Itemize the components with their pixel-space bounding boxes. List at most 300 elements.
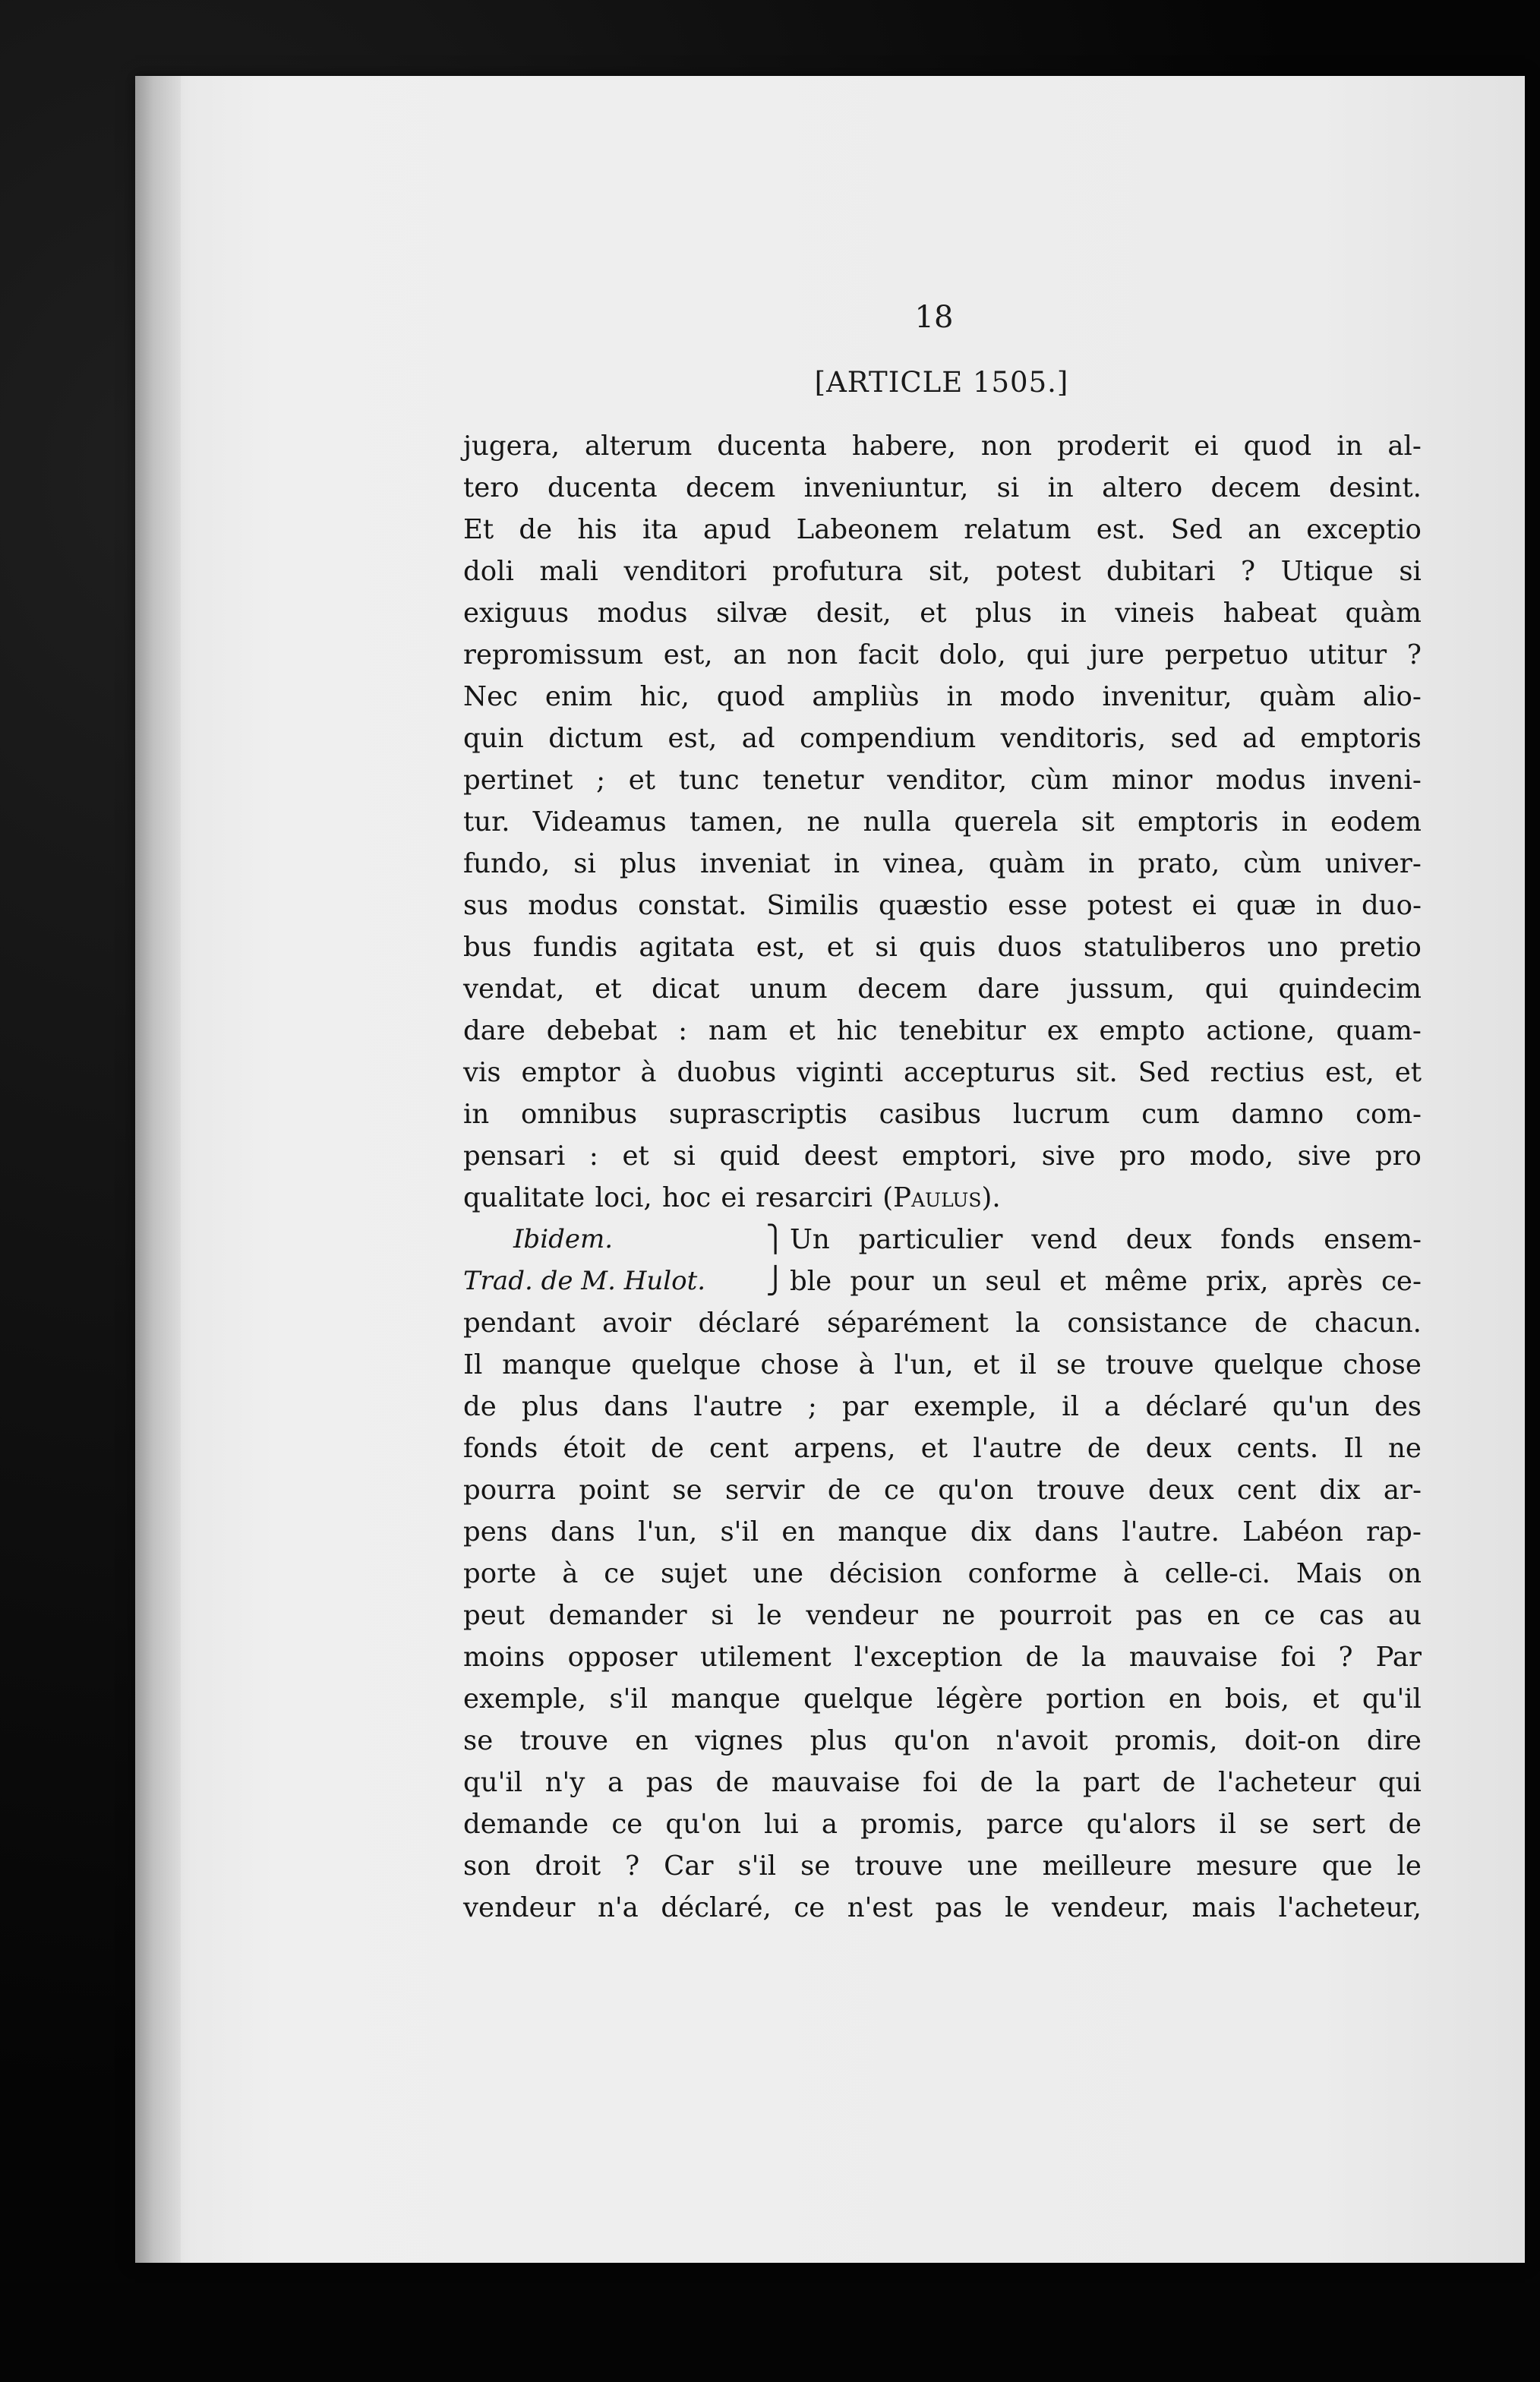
french-word: de	[1025, 1642, 1059, 1673]
latin-word: desint.	[1329, 472, 1422, 503]
latin-word: si	[875, 932, 898, 963]
latin-word: et	[628, 765, 656, 796]
french-word: pourra	[463, 1475, 557, 1506]
french-word: vendeur	[463, 1892, 576, 1923]
french-word: deux	[1125, 1224, 1192, 1255]
latin-word: sed	[1170, 723, 1218, 754]
latin-word: minor	[1111, 765, 1193, 796]
french-word: vendeur,	[1052, 1892, 1169, 1923]
french-word: mauvaise	[771, 1767, 901, 1798]
french-word: ce	[883, 1475, 915, 1506]
latin-word: vineis	[1115, 598, 1195, 629]
french-word: trouve	[519, 1725, 608, 1756]
latin-word: accepturus	[903, 1057, 1056, 1088]
french-word: il	[1019, 1349, 1037, 1380]
french-line	[463, 1511, 1422, 1553]
latin-word: dicat	[652, 973, 720, 1005]
latin-line	[463, 759, 1422, 801]
french-word: vend	[1031, 1224, 1097, 1255]
french-line	[463, 1803, 1422, 1845]
french-word: qu'il	[1362, 1683, 1422, 1715]
latin-word: sit.	[1075, 1057, 1118, 1088]
latin-word: cum	[1141, 1099, 1200, 1130]
french-word: l'acheteur	[1218, 1767, 1356, 1798]
french-word: Il	[463, 1349, 483, 1380]
latin-word: potest	[996, 556, 1081, 587]
latin-word: si	[573, 848, 596, 879]
french-word: l'un,	[638, 1516, 698, 1548]
french-word: Il	[1343, 1433, 1363, 1464]
latin-word: empto	[1099, 1015, 1185, 1046]
latin-line	[463, 718, 1422, 759]
latin-word: quam-	[1336, 1015, 1422, 1046]
french-word: droit	[535, 1850, 601, 1882]
latin-word: damno	[1231, 1099, 1324, 1130]
french-word: se	[1056, 1349, 1087, 1380]
latin-line	[463, 634, 1422, 676]
latin-word: qui	[1026, 639, 1070, 670]
latin-line	[463, 1135, 1422, 1177]
latin-word: Labeonem	[796, 514, 939, 545]
latin-word: Similis	[766, 890, 860, 921]
latin-word: desit,	[816, 598, 891, 629]
french-word: un	[932, 1266, 967, 1297]
margin-translator-text: Trad. de M. Hulot.	[463, 1266, 706, 1296]
latin-word: inveni-	[1329, 765, 1422, 796]
french-word: lui	[764, 1809, 799, 1840]
latin-word: Et	[463, 514, 494, 545]
latin-word: non	[980, 431, 1032, 462]
latin-word: agitata	[639, 932, 735, 963]
french-word: parce	[986, 1809, 1064, 1840]
french-word: exemple,	[914, 1391, 1037, 1422]
latin-word: profutura	[772, 556, 904, 587]
latin-word: tero	[463, 472, 519, 503]
latin-word: de	[519, 514, 553, 545]
latin-word: in	[1315, 890, 1343, 921]
french-word: a	[1104, 1391, 1121, 1422]
french-word: a	[607, 1767, 624, 1798]
running-head: [ARTICLE 1505.]	[814, 366, 1069, 399]
latin-word: viginti	[797, 1057, 884, 1088]
french-word: l'autre	[693, 1391, 783, 1422]
latin-word: ei	[1194, 431, 1219, 462]
french-word: au	[1387, 1600, 1422, 1631]
latin-word: tur.	[463, 806, 510, 838]
french-line	[463, 1595, 1422, 1636]
french-word: à	[858, 1349, 875, 1380]
latin-word: an	[733, 639, 767, 670]
french-word: et	[1312, 1683, 1340, 1715]
latin-word: pertinet	[463, 765, 573, 796]
latin-word: ?	[1406, 639, 1422, 670]
latin-word: dubitari	[1106, 556, 1216, 587]
latin-word: omnibus	[521, 1099, 638, 1130]
french-word: ble	[790, 1266, 832, 1297]
latin-word: quod	[1243, 431, 1312, 462]
latin-word: sit	[1081, 806, 1115, 838]
french-word: le	[757, 1600, 782, 1631]
latin-word: an	[1248, 514, 1282, 545]
french-word: a	[821, 1809, 838, 1840]
french-word: vignes	[695, 1725, 784, 1756]
french-word: qu'alors	[1086, 1809, 1197, 1840]
french-word: qu'un	[1272, 1391, 1349, 1422]
latin-line	[463, 843, 1422, 885]
french-word: pas	[1135, 1600, 1183, 1631]
latin-word: quæ	[1235, 890, 1296, 921]
french-word: peut	[463, 1600, 525, 1631]
french-word: même	[1104, 1266, 1188, 1297]
latin-word: emptoris	[1137, 806, 1259, 838]
french-word: porte	[463, 1558, 537, 1589]
french-word: meilleure	[1042, 1850, 1172, 1882]
french-word: Car	[664, 1850, 714, 1882]
french-word: que	[1321, 1850, 1373, 1882]
french-line	[463, 1302, 1422, 1344]
margin-source	[463, 1219, 790, 1260]
latin-word: venditoris,	[1000, 723, 1147, 754]
latin-word: Videamus	[532, 806, 667, 838]
french-word: ?	[625, 1850, 640, 1882]
french-word: servir	[724, 1475, 805, 1506]
latin-word: pro	[1119, 1141, 1166, 1172]
french-word: pens	[463, 1516, 528, 1548]
page-gutter-shadow	[135, 76, 181, 2263]
latin-word: ei	[1191, 890, 1217, 921]
latin-word: ducenta	[547, 472, 658, 503]
french-word: seul	[985, 1266, 1041, 1297]
latin-word: jugera,	[463, 431, 560, 462]
latin-word: tamen,	[689, 806, 784, 838]
french-word: déclaré,	[661, 1892, 772, 1923]
latin-word: univer-	[1324, 848, 1422, 879]
french-word: foi	[923, 1767, 958, 1798]
latin-line	[463, 885, 1422, 926]
latin-word: quindecim	[1278, 973, 1422, 1005]
french-word: de	[1254, 1308, 1288, 1339]
french-word: pourroit	[999, 1600, 1112, 1631]
latin-word: Utique	[1280, 556, 1374, 587]
latin-word: est.	[1096, 514, 1146, 545]
latin-word: ampliùs	[812, 681, 920, 712]
latin-line	[463, 1010, 1422, 1052]
brace-bottom: ⎭	[765, 1266, 785, 1296]
latin-line	[463, 968, 1422, 1010]
latin-line	[463, 551, 1422, 592]
french-line	[463, 1720, 1422, 1762]
french-word: le	[1396, 1850, 1422, 1882]
latin-word: mali	[539, 556, 598, 587]
french-word: part	[1083, 1767, 1141, 1798]
latin-word: venditor,	[887, 765, 1008, 796]
french-word: on	[1387, 1558, 1422, 1589]
latin-word: statuliberos	[1083, 932, 1246, 963]
french-word: une	[967, 1850, 1018, 1882]
french-word: arpens,	[794, 1433, 896, 1464]
latin-word: modo	[999, 681, 1075, 712]
body-text	[463, 425, 1422, 1929]
latin-word: ?	[1241, 556, 1256, 587]
french-word: l'acheteur,	[1278, 1892, 1422, 1923]
latin-word: com-	[1355, 1099, 1422, 1130]
latin-line	[463, 425, 1422, 467]
latin-word: quin	[463, 723, 524, 754]
french-word: Un	[790, 1224, 830, 1255]
french-word: manque	[502, 1349, 612, 1380]
latin-word: fundo,	[463, 848, 551, 879]
french-word: et	[1059, 1266, 1087, 1297]
latin-word: relatum	[964, 514, 1071, 545]
french-word: déclaré	[1145, 1391, 1248, 1422]
french-word: qu'on	[894, 1725, 970, 1756]
french-word: ar-	[1383, 1475, 1422, 1506]
latin-word: cùm	[1030, 765, 1089, 796]
author-citation: Paulus	[893, 1182, 982, 1213]
french-word: de	[1087, 1433, 1121, 1464]
french-word: et	[920, 1433, 948, 1464]
french-word: s'il	[720, 1516, 759, 1548]
latin-line	[463, 1093, 1422, 1135]
french-word: opposer	[567, 1642, 677, 1673]
french-word: celle-ci.	[1164, 1558, 1270, 1589]
french-word: ce	[611, 1809, 643, 1840]
latin-word: duo-	[1362, 890, 1422, 921]
french-word: plus	[521, 1391, 579, 1422]
french-word: étoit	[563, 1433, 626, 1464]
latin-word: et	[920, 598, 947, 629]
french-word: se	[463, 1725, 494, 1756]
latin-word: est,	[667, 723, 718, 754]
margin-source-text: Ibidem.	[513, 1224, 614, 1254]
latin-line	[463, 509, 1422, 551]
latin-word: modo,	[1189, 1141, 1274, 1172]
french-word: ?	[1338, 1642, 1353, 1673]
french-word: de	[651, 1433, 684, 1464]
french-word: dans	[1034, 1516, 1100, 1548]
french-word: cent	[1236, 1475, 1297, 1506]
french-word: ce-	[1381, 1266, 1422, 1297]
french-word: dix	[1319, 1475, 1361, 1506]
french-word: ne	[1387, 1433, 1422, 1464]
french-word: qui	[1377, 1767, 1422, 1798]
latin-word: quàm	[1345, 598, 1422, 629]
french-line	[463, 1762, 1422, 1803]
latin-line	[463, 801, 1422, 843]
latin-word: inveniat	[700, 848, 810, 879]
french-word: demande	[463, 1809, 589, 1840]
latin-word: prato,	[1138, 848, 1220, 879]
latin-line	[463, 592, 1422, 634]
french-word: se	[800, 1850, 831, 1882]
latin-word: utitur	[1308, 639, 1387, 670]
latin-word: alio-	[1362, 681, 1422, 712]
latin-word: enim	[544, 681, 613, 712]
french-word: si	[711, 1600, 734, 1631]
latin-word: Nec	[463, 681, 518, 712]
latin-word: in	[1060, 598, 1087, 629]
latin-word: tunc	[678, 765, 740, 796]
french-line	[463, 1887, 1422, 1929]
french-word: doit-on	[1244, 1725, 1340, 1756]
french-word: en	[1168, 1683, 1202, 1715]
french-word: plus	[809, 1725, 867, 1756]
french-word: moins	[463, 1642, 545, 1673]
latin-word: his	[577, 514, 617, 545]
latin-word: venditori	[623, 556, 747, 587]
latin-word: rectius	[1210, 1057, 1305, 1088]
latin-word: si	[1399, 556, 1422, 587]
french-word: quelque	[631, 1349, 741, 1380]
latin-word: in	[1336, 431, 1363, 462]
latin-word: sit,	[928, 556, 971, 587]
french-word: l'exception	[854, 1642, 1003, 1673]
french-word: n'est	[847, 1892, 913, 1923]
latin-word: plus	[974, 598, 1033, 629]
latin-word: nulla	[863, 806, 932, 838]
french-word: dans	[604, 1391, 669, 1422]
latin-word: cùm	[1243, 848, 1302, 879]
french-line	[463, 1845, 1422, 1887]
french-word: chose	[760, 1349, 839, 1380]
latin-word: decem	[1210, 472, 1301, 503]
french-word: deux	[1145, 1433, 1212, 1464]
latin-word: tenetur	[762, 765, 864, 796]
french-word: Labéon	[1242, 1516, 1343, 1548]
latin-word: bus	[463, 932, 512, 963]
latin-word: facit	[858, 639, 919, 670]
french-word: qu'on	[665, 1809, 741, 1840]
latin-word: et	[622, 1141, 649, 1172]
french-word: de	[715, 1767, 749, 1798]
french-word: pas	[645, 1767, 693, 1798]
latin-word: in	[1047, 472, 1074, 503]
latin-word: in	[1281, 806, 1308, 838]
french-word: sert	[1311, 1809, 1366, 1840]
french-line	[463, 1636, 1422, 1678]
french-word: prix,	[1206, 1266, 1269, 1297]
french-word: Par	[1375, 1642, 1422, 1673]
latin-word: ad	[1242, 723, 1276, 754]
latin-word: ducenta	[717, 431, 827, 462]
latin-word: emptoris	[1300, 723, 1422, 754]
latin-word: si	[996, 472, 1020, 503]
french-word: manque	[671, 1683, 781, 1715]
french-word: à	[1122, 1558, 1139, 1589]
latin-word: sive	[1297, 1141, 1352, 1172]
french-word: consistance	[1067, 1308, 1228, 1339]
latin-word: et	[826, 932, 854, 963]
latin-word: est,	[756, 932, 806, 963]
french-word: particulier	[858, 1224, 1003, 1255]
french-word: ce	[604, 1558, 636, 1589]
latin-word: jussum,	[1069, 973, 1176, 1005]
latin-word: duobus	[677, 1057, 777, 1088]
french-word: manque	[838, 1516, 948, 1548]
french-word: de	[463, 1391, 497, 1422]
french-word: s'il	[609, 1683, 649, 1715]
french-word: quelque	[803, 1683, 914, 1715]
latin-word: proderit	[1056, 431, 1169, 462]
french-word: trouve	[854, 1850, 943, 1882]
latin-word: debebat	[546, 1015, 658, 1046]
latin-word: :	[589, 1141, 598, 1172]
latin-word: quàm	[988, 848, 1065, 879]
french-word: séparément	[827, 1308, 989, 1339]
french-word: légère	[936, 1683, 1024, 1715]
french-word: de	[980, 1767, 1014, 1798]
latin-word: pretio	[1340, 932, 1422, 963]
latin-word: deest	[803, 1141, 878, 1172]
french-word: en	[781, 1516, 816, 1548]
french-second-line	[790, 1260, 1422, 1302]
french-word: pour	[850, 1266, 914, 1297]
french-word: avoir	[602, 1308, 671, 1339]
latin-word: ;	[596, 765, 606, 796]
french-word: conforme	[967, 1558, 1097, 1589]
latin-line	[463, 1052, 1422, 1093]
french-word: vendeur	[806, 1600, 918, 1631]
french-word: promis,	[860, 1809, 964, 1840]
latin-word: ex	[1046, 1015, 1078, 1046]
latin-word: si	[673, 1141, 696, 1172]
latin-word: sive	[1041, 1141, 1096, 1172]
latin-word: dare	[977, 973, 1040, 1005]
french-word: la	[1015, 1308, 1040, 1339]
french-word: déclaré	[698, 1308, 800, 1339]
latin-word: casibus	[879, 1099, 982, 1130]
latin-word: tenebitur	[898, 1015, 1026, 1046]
margin-translator	[463, 1260, 790, 1302]
french-word: la	[1035, 1767, 1061, 1798]
french-word: la	[1081, 1642, 1106, 1673]
latin-word: quis	[919, 932, 977, 963]
french-word: dire	[1366, 1725, 1422, 1756]
latin-last-line-close: ).	[981, 1182, 1001, 1213]
latin-word: nam	[708, 1015, 768, 1046]
french-word: point	[579, 1475, 650, 1506]
french-word: en	[635, 1725, 669, 1756]
latin-line	[463, 467, 1422, 509]
french-line-with-source	[463, 1219, 1422, 1260]
french-word: en	[1207, 1600, 1240, 1631]
french-word: chacun.	[1314, 1308, 1422, 1339]
french-line	[463, 1344, 1422, 1386]
french-word: qu'on	[938, 1475, 1014, 1506]
latin-word: et	[1394, 1057, 1422, 1088]
french-line	[463, 1678, 1422, 1720]
latin-word: in	[833, 848, 860, 879]
french-word: fonds	[463, 1433, 538, 1464]
latin-word: in	[946, 681, 973, 712]
latin-word: dictum	[548, 723, 644, 754]
french-paragraph	[463, 1302, 1422, 1929]
latin-word: repromissum	[463, 639, 644, 670]
french-word: foi	[1280, 1642, 1316, 1673]
latin-word: compendium	[800, 723, 977, 754]
latin-word: decem	[686, 472, 776, 503]
french-word: ce	[794, 1892, 825, 1923]
french-word: Mais	[1295, 1558, 1362, 1589]
french-word: mais	[1191, 1892, 1256, 1923]
latin-word: dolo,	[939, 639, 1006, 670]
french-line	[463, 1386, 1422, 1428]
french-word: après	[1286, 1266, 1363, 1297]
latin-word: esse	[1008, 890, 1068, 921]
french-word: qu'il	[463, 1767, 523, 1798]
latin-word: in	[463, 1099, 490, 1130]
french-word: n'y	[544, 1767, 585, 1798]
